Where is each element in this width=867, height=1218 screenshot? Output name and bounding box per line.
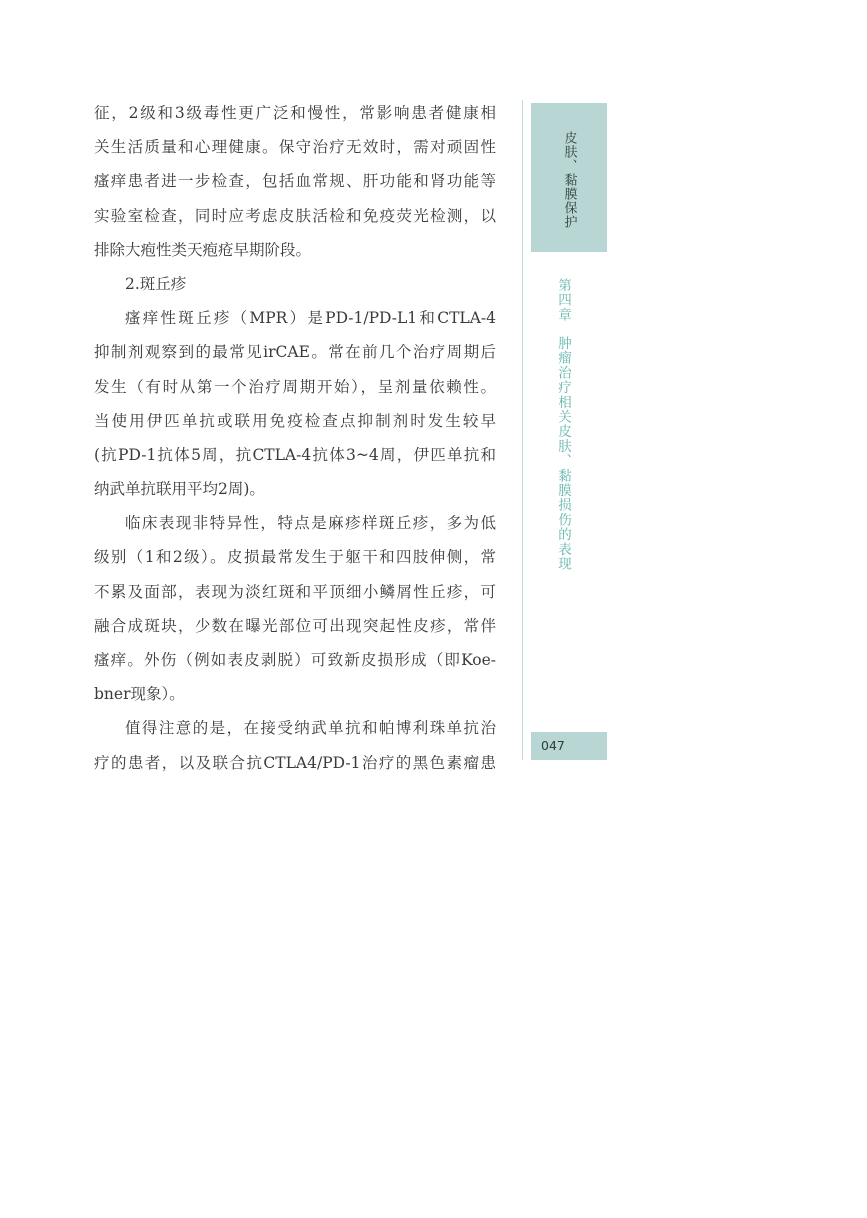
subheading: 2.斑丘疹 [125,274,187,293]
text-line: 发生（有时从第一个治疗周期开始），呈剂量依赖性。 [94,377,496,396]
chapter-title: 肿瘤治疗相关皮肤、黏膜损伤的表现 [555,336,571,572]
text-line: 疗的患者，以及联合抗CTLA4/PD-1治疗的黑色素瘤患 [94,753,496,772]
text-line: 临床表现非特异性，特点是麻疹样斑丘疹，多为低 [125,514,496,533]
chapter-label: 第四章 [555,278,571,323]
text-line: 关生活质量和心理健康。保守治疗无效时，需对顽固性 [94,138,496,157]
text-line: 征，2级和3级毒性更广泛和慢性，常影响患者健康相 [94,104,496,122]
text-line: 级别（1和2级）。皮损最常发生于躯干和四肢伸侧，常 [94,548,496,567]
text-line: 瘙痒患者进一步检查，包括血常规、肝功能和肾功能等 [94,172,496,191]
text-line: (抗PD-1抗体5周，抗CTLA-4抗体3~4周，伊匹单抗和 [94,445,496,464]
text-line: 排除大疱性类天疱疮早期阶段。 [94,240,312,259]
page-number: 047 [531,732,607,760]
text-line: 瘙痒。外伤（例如表皮剥脱）可致新皮损形成（即Koe- [94,651,496,669]
text-line: 当使用伊匹单抗或联用免疫检查点抑制剂时发生较早 [94,411,496,430]
section-tab-label: 皮肤、黏膜保护 [561,131,577,229]
text-line: 抑制剂观察到的最常见irCAE。常在前几个治疗周期后 [94,343,496,362]
text-line: 实验室检查，同时应考虑皮肤活检和免疫荧光检测，以 [94,206,496,225]
text-line: 融合成斑块，少数在曝光部位可出现突起性皮疹，常伴 [94,616,496,635]
text-line: 值得注意的是，在接受纳武单抗和帕博利珠单抗治 [125,719,496,738]
text-line: bner现象）。 [94,685,185,704]
text-line: 不累及面部，表现为淡红斑和平顶细小鳞屑性丘疹，可 [94,582,496,601]
text-line: 瘙痒性斑丘疹（MPR）是PD-1/PD-L1和CTLA-4 [125,309,496,328]
chapter-heading [550,278,576,578]
body-text [94,96,496,780]
section-tab [531,103,607,252]
text-line: 纳武单抗联用平均2周)。 [94,480,265,499]
sidebar-divider [522,100,523,760]
